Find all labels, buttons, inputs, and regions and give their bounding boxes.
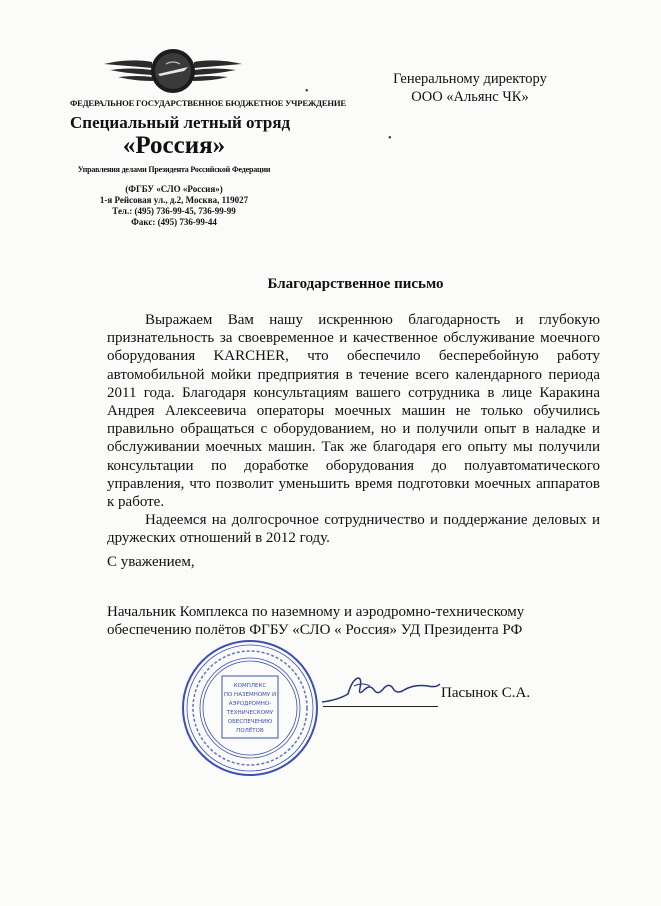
contact-line: Тел.: (495) 736-99-45, 736-99-99 — [112, 206, 236, 216]
stamp-line: ТЕХНИЧЕСКОМУ — [226, 710, 274, 716]
org-brand: «Россия» — [122, 132, 226, 159]
letter-body — [107, 311, 600, 548]
stamp-line: ПОЛЁТОВ — [236, 728, 264, 734]
contact-line: Факс: (495) 736-99-44 — [131, 217, 217, 227]
addressee-company: ООО «Альянс ЧК» — [411, 89, 529, 105]
addressee-position: Генеральному директору — [393, 71, 547, 87]
signature-line — [323, 706, 438, 707]
signatory-name: Пасынок С.А. — [441, 685, 531, 701]
position-line: Начальник Комплекса по наземному и аэродромно-техническому — [107, 604, 525, 620]
body-paragraph: Выражаем Вам нашу искреннюю благодарность и глубокую признательность за своевременное и качественное обслуживание моечного оборудования KARCHER, что обеспечило бесперебойную работу автомобильной мойки предприятия в течение всего календарного периода 2011 года. Благодаря консультациям вашего сотрудника в лице Каракина Андрея Алексеевича операторы моечных машин не только обучились правильно обращаться с оборудованием, но и получили опыт в наладке и обслуживании моечных машин. Так же благодаря его опыту мы получили консультации по доработке оборудования до полуавтоматического управления, что позволит уменьшить время подготовки моечных аппаратов к работе. — [107, 312, 600, 511]
org-subtitle: Управления делами Президента Российской Федерации — [77, 165, 271, 174]
closing-phrase: С уважением, — [107, 554, 195, 570]
stamp-line: КОМПЛЕКС — [233, 683, 267, 689]
org-type-line: ФЕДЕРАЛЬНОЕ ГОСУДАРСТВЕННОЕ БЮДЖЕТНОЕ УЧРЕЖДЕНИЕ — [70, 98, 346, 108]
addressee-block — [360, 70, 580, 106]
stamp-line: ОБЕСПЕЧЕНИЮ — [227, 719, 273, 725]
stamp-line: ПО НАЗЕМНОМУ И — [223, 692, 277, 698]
wings-emblem-icon — [100, 40, 246, 98]
contact-line: (ФГБУ «СЛО «Россия») — [125, 184, 223, 194]
handwritten-signature — [318, 672, 443, 710]
scan-speck: • — [305, 86, 309, 97]
contact-line: 1-я Рейсовая ул., д.2, Москва, 119027 — [99, 195, 249, 205]
signatory-position — [107, 603, 607, 639]
body-paragraph: Надеемся на долгосрочное сотрудничество и поддержание деловых и дружеских отношений в 2012 году. — [107, 512, 600, 547]
official-stamp — [180, 638, 320, 778]
stamp-line: АЭРОДРОМНО- — [228, 701, 272, 707]
org-name: Специальный летный отряд — [70, 113, 291, 132]
org-contacts — [70, 184, 278, 228]
position-line: обеспечению полётов ФГБУ «СЛО « Россия» УД Президента РФ — [107, 622, 523, 638]
document-title: Благодарственное письмо — [267, 276, 444, 292]
scan-speck: • — [388, 133, 392, 144]
